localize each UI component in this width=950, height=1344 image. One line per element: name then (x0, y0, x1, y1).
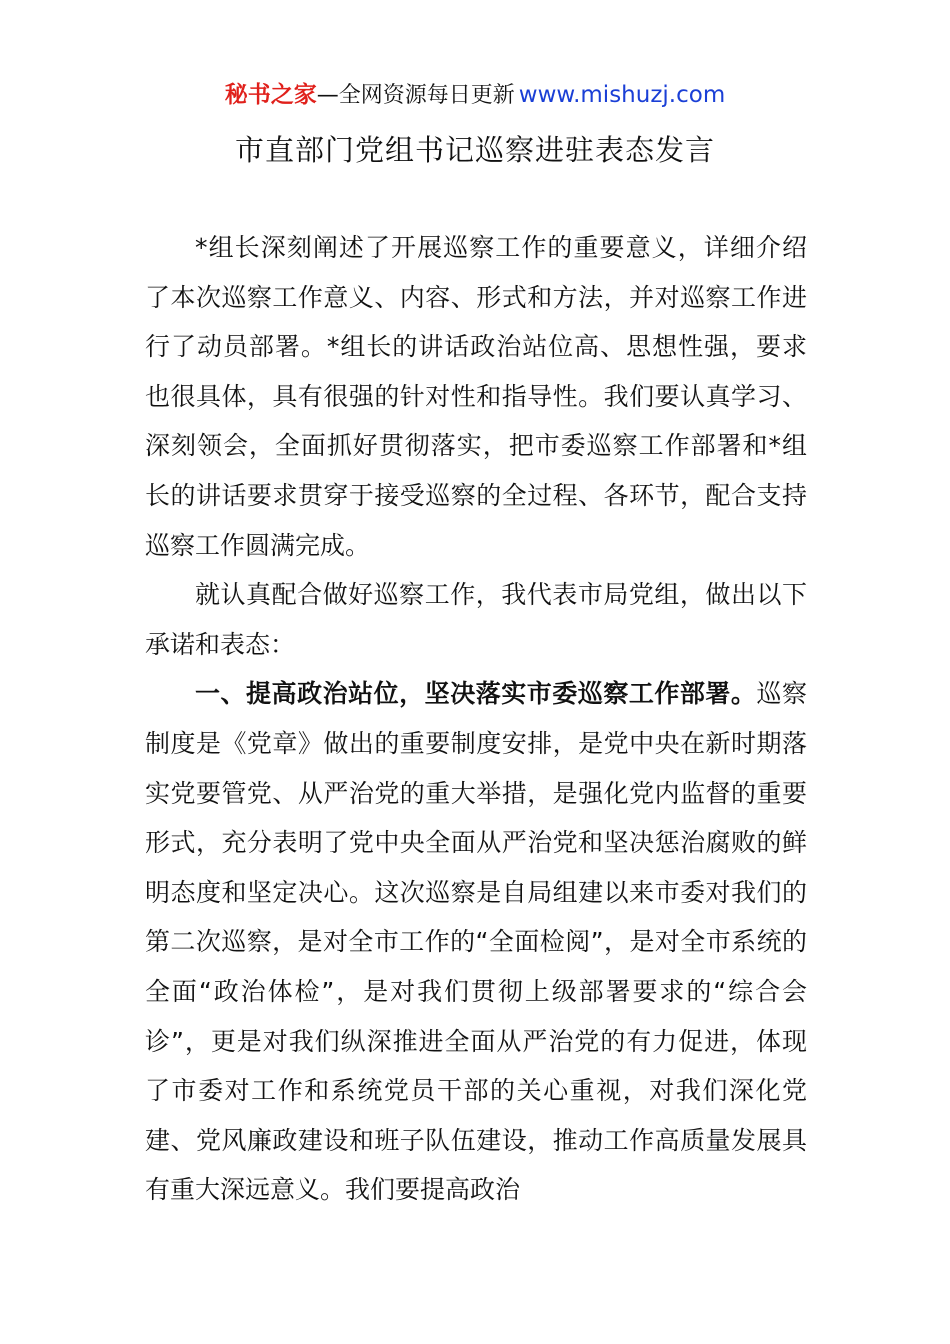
paragraph-section-1 (145, 669, 807, 1215)
section-1-body: 巡察制度是《党章》做出的重要制度安排，是党中央在新时期落实党要管党、从严治党的重大举措，是强化党内监督的重要形式，充分表明了党中央全面从严治党和坚决惩治腐败的鲜明态度和坚定决心。这次巡察是自局组建以来市委对我们的第二次巡察，是对全市工作的“全面检阅”，是对全市系统的全面“政治体检”，是对我们贯彻上级部署要求的“综合会诊”，更是对我们纵深推进全面从严治党的有力促进，体现了市委对工作和系统党员干部的关心重视，对我们深化党建、党风廉政建设和班子队伍建设，推动工作高质量发展具有重大深远意义。我们要提高政治 (145, 679, 807, 1205)
section-1-heading: 一、提高政治站位，坚决落实市委巡察工作部署。 (195, 679, 757, 709)
document-title: 市直部门党组书记巡察进驻表态发言 (234, 133, 715, 167)
site-header (0, 80, 950, 111)
paragraph-intro: *组长深刻阐述了开展巡察工作的重要意义，详细介绍了本次巡察工作意义、内容、形式和方法，并对巡察工作进行了动员部署。*组长的讲话政治站位高、思想性强，要求也很具体，具有很强的针对性和指导性。我们要认真学习、深刻领会，全面抓好贯彻落实，把市委巡察工作部署和*组长的讲话要求贯穿于接受巡察的全过程、各环节，配合支持巡察工作圆满完成。 (145, 233, 807, 560)
document-body (145, 223, 807, 1215)
site-url-link[interactable]: www.mishuzj.com (518, 82, 726, 108)
paragraph-pledge: 就认真配合做好巡察工作，我代表市局党组，做出以下承诺和表态： (145, 580, 807, 659)
header-tagline: —全网资源每日更新 (316, 83, 515, 108)
brand-name: 秘书之家 (224, 82, 317, 108)
